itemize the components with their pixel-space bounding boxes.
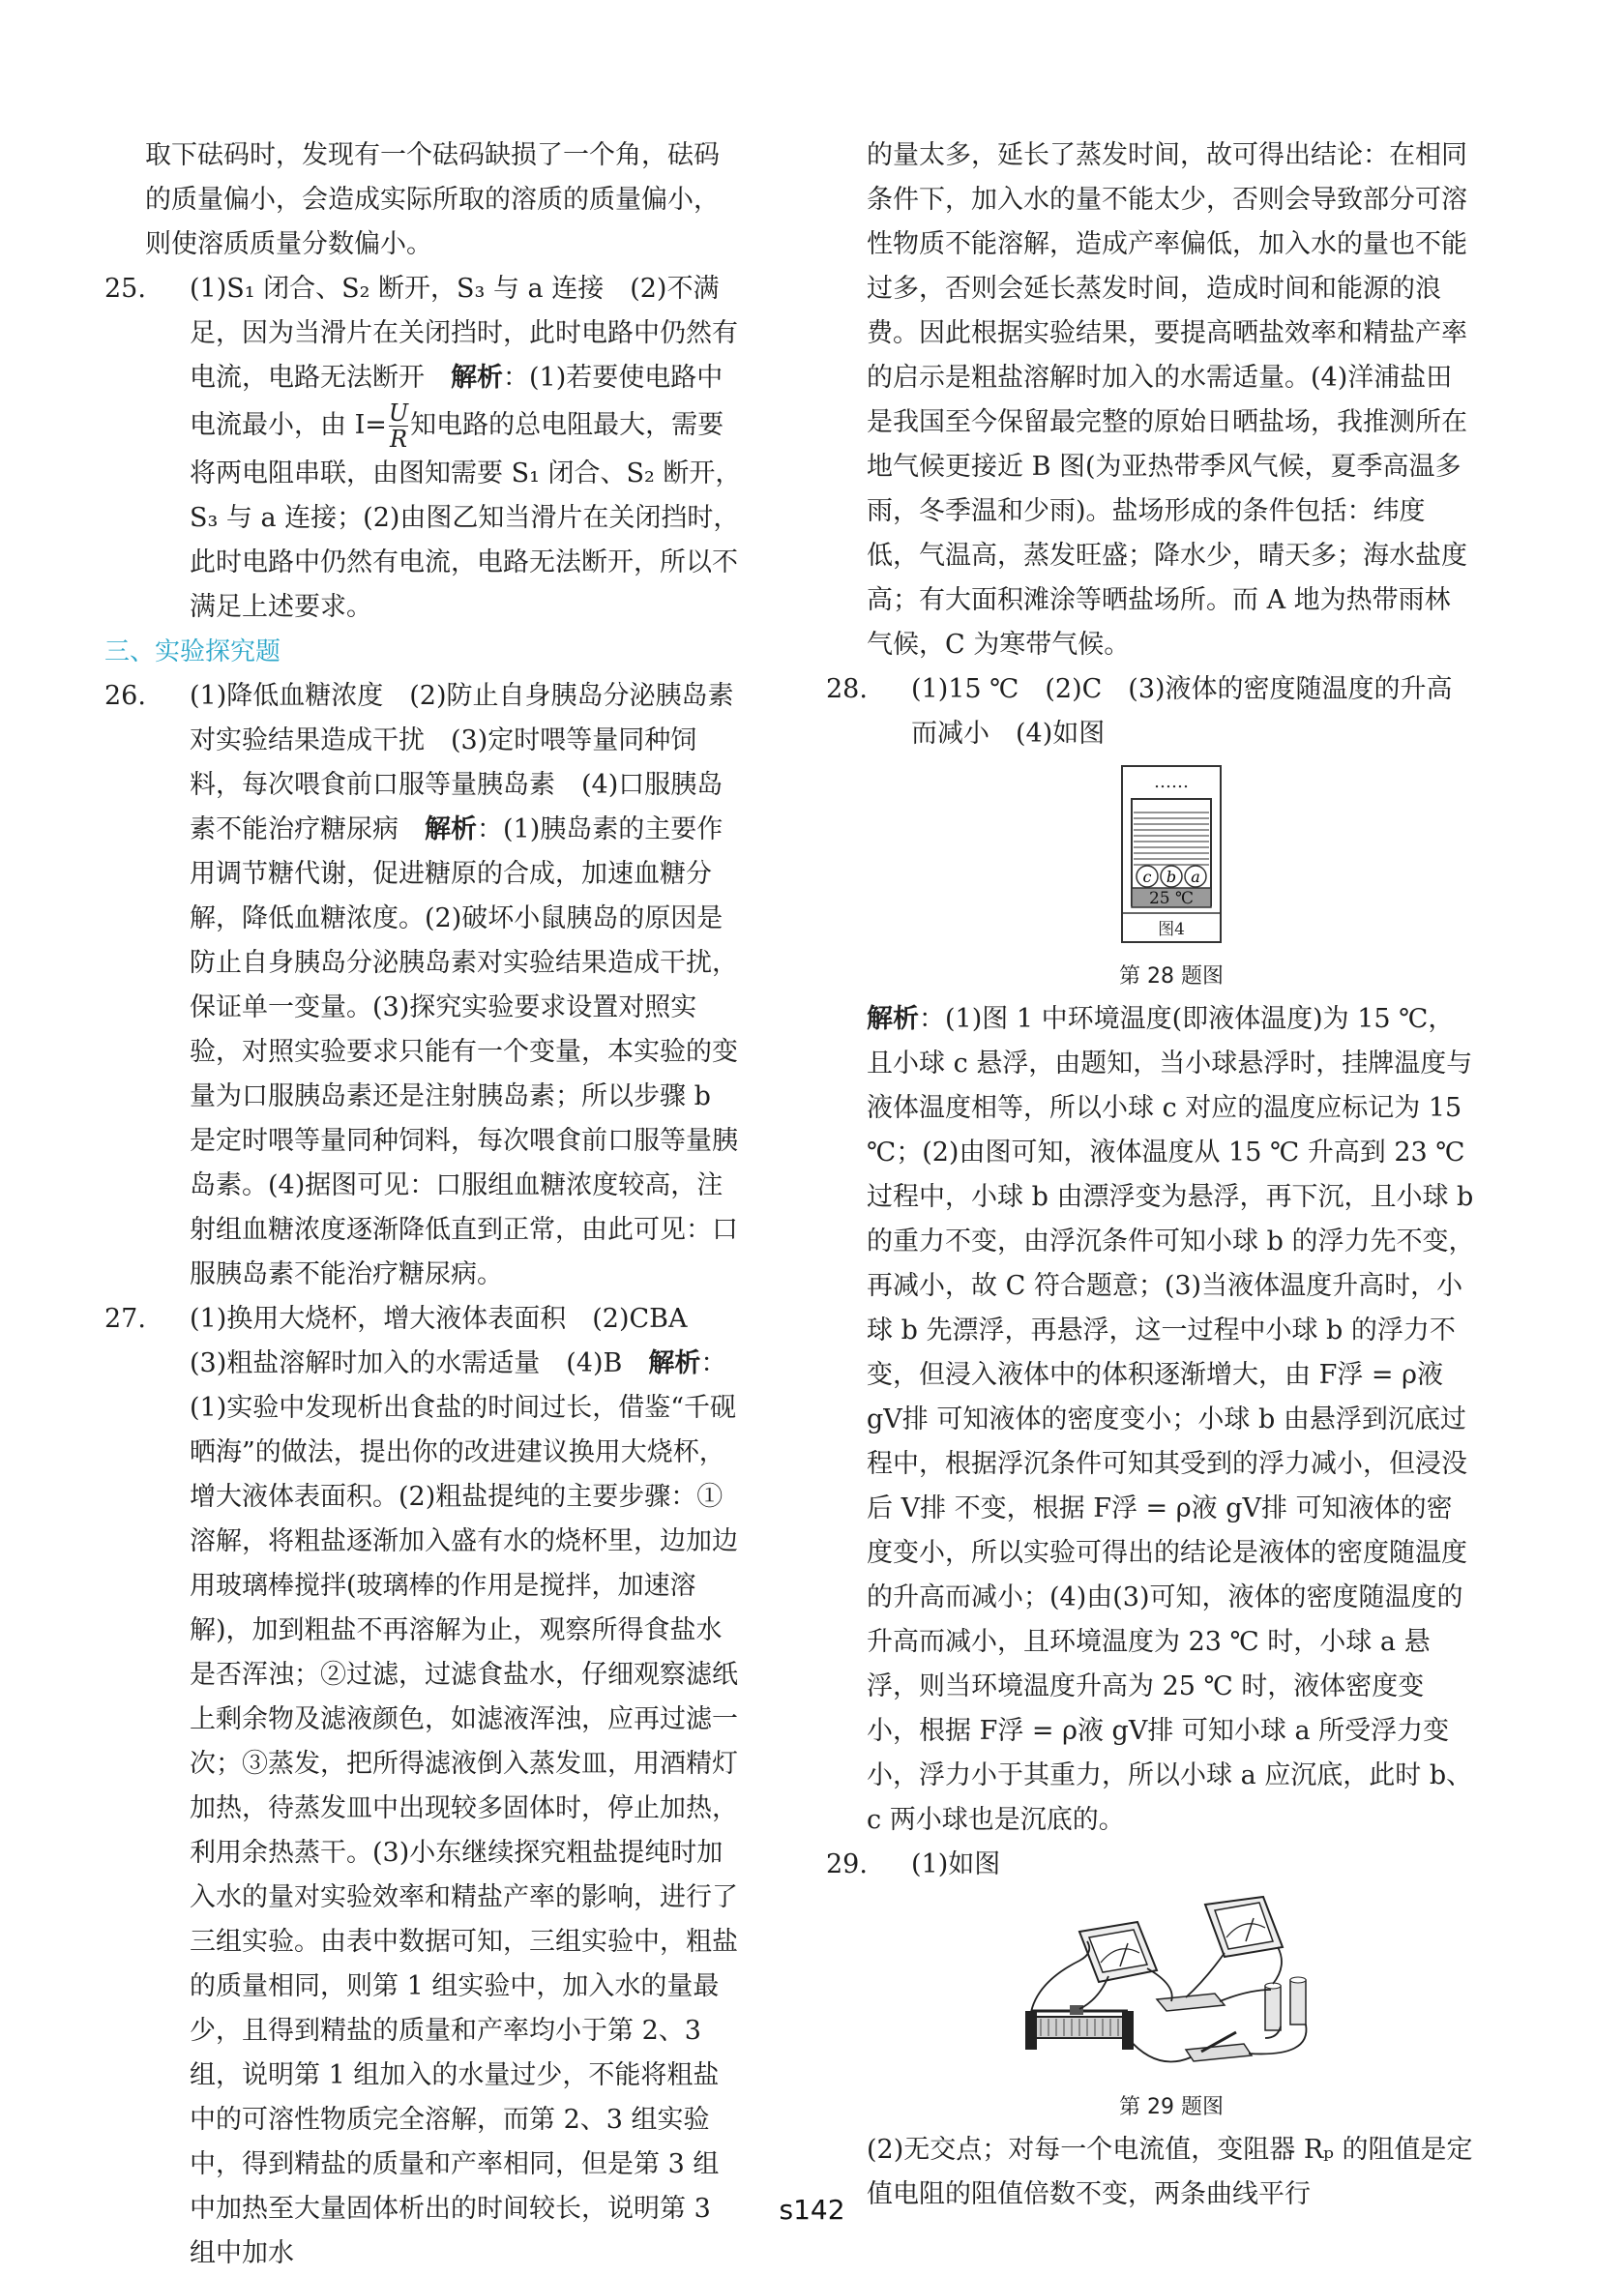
rheostat-icon	[1025, 2005, 1134, 2050]
q24-continuation: 取下砝码时，发现有一个砝码缺损了一个角，砝码的质量偏小，会造成实际所取的溶质的质量偏小，则使溶质质量分数偏小。	[145, 140, 720, 259]
question-number: 27.	[104, 1304, 146, 1334]
answer-text: (1)15 ℃ (2)C (3)液体的密度随温度的升高而减小 (4)如图	[911, 674, 1453, 749]
question-27	[104, 1297, 745, 2276]
analysis-text-cont: 知电路的总电阻最大，需要将两电阻串联，由图知需要 S₁ 闭合、S₂ 断开，S₃ 与 a 连接；(2)由图乙知当滑片在关闭挡时，此时电路中仍然有电流，电路无法断开，所以不满足上述要求。	[190, 410, 742, 622]
resistor-icon	[1157, 1994, 1225, 2011]
question-29	[826, 1843, 1476, 1887]
figure-29	[867, 1893, 1476, 2124]
ball-a-label: a	[1191, 868, 1200, 886]
analysis-label: 解析	[451, 363, 503, 393]
question-28	[826, 667, 1476, 756]
analysis-text: ：(1)实验中发现析出食盐的时间过长，借鉴“千砚晒海”的做法，提出你的改进建议换用大烧杯，增大液体表面积。(2)粗盐提纯的主要步骤：①溶解，将粗盐逐渐加入盛有水的烧杯里，边加边用玻璃棒搅拌(玻璃棒的作用是搅拌，加速溶解)，加到粗盐不再溶解为止，观察所得食盐水是否浑浊；②过滤，过滤食盐水，仔细观察滤纸上剩余物及滤液颜色，如滤液浑浊，应再过滤一次；③蒸发，把所得滤液倒入蒸发皿，用酒精灯加热，待蒸发皿中出现较多固体时，停止加热，利用余热蒸干。(3)小东继续探究粗盐提纯时加入水的量对实验效率和精盐产率的影响，进行了三组实验。由表中数据可知，三组实验中，粗盐的质量相同，则第 1 组实验中，加入水的量最少，且得到精盐的质量和产率均小于第 2、3 组，说明第 1 组加入的水量过少，不能将粗盐中的可溶性物质完全溶解，而第 2、3 组实验中，得到精盐的质量和产率相同，但是第 3 组中加热至大量固体析出的时间较长，说明第 3 组中加水	[190, 1348, 738, 2268]
analysis-label: 解析	[867, 1004, 919, 1034]
q27-continuation: 的量太多，延长了蒸发时间，故可得出结论：在相同条件下，加入水的量不能太少，否则会导致部分可溶性物质不能溶解，造成产率偏低，加入水的量也不能过多，否则会延长蒸发时间，造成时间和能源的浪费。因此根据实验结果，要提高晒盐效率和精盐产率的启示是粗盐溶解时加入的水需适量。(4)洋浦盐田是我国至今保留最完整的原始日晒盐场，我推测所在地气候更接近 B 图(为亚热带季风气候，夏季高温多雨，冬季温和少雨)。盐场形成的条件包括：纬度低，气温高，蒸发旺盛；降水少，晴天多；海水盐度高；有大面积滩涂等晒盐场所。而 A 地为热带雨林气候，C 为寒带气候。	[867, 140, 1467, 660]
figure-28	[867, 762, 1476, 993]
q28-analysis	[867, 997, 1476, 1843]
ball-b-label: b	[1166, 868, 1177, 886]
answer-text: (1)换用大烧杯，增大液体表面积 (2)CBA (3)粗盐溶解时加入的水需适量 (4)B	[190, 1304, 714, 1378]
answer-text: (1)S₁ 闭合、S₂ 断开，S₃ 与 a 连接 (2)不满足，因为当滑片在关闭挡时，此时电路中仍然有电流，电路无法断开	[190, 274, 738, 393]
section-heading: 三、实验探究题	[104, 637, 281, 666]
figure-label: 图4	[1158, 920, 1185, 939]
ammeter-icon	[1079, 1922, 1157, 1982]
question-number: 25.	[104, 274, 146, 304]
voltmeter-icon	[1205, 1897, 1283, 1957]
analysis-label: 解析	[648, 1348, 701, 1378]
thermometer-diagram	[1118, 762, 1225, 946]
analysis-label: 解析	[425, 814, 477, 844]
question-26	[104, 674, 745, 1297]
dots-label: ……	[1154, 772, 1189, 792]
left-column	[104, 133, 745, 2276]
switch-icon	[1186, 2032, 1252, 2061]
figure-29-caption: 第 29 题图	[1119, 2095, 1224, 2119]
answer-text: (1)如图	[911, 1849, 1001, 1879]
analysis-text: ：(1)若要使电路中电流最小，由 I=	[190, 363, 723, 440]
temperature-label: 25 ℃	[1148, 889, 1195, 908]
battery-icon	[1265, 1977, 1306, 2030]
answer-text: (1)降低血糖浓度 (2)防止自身胰岛分泌胰岛素对实验结果造成干扰 (3)定时喂等量同种饲料，每次喂食前口服等量胰岛素 (4)口服胰岛素不能治疗糖尿病	[190, 681, 734, 844]
analysis-text: ：(1)图 1 中环境温度(即液体温度)为 15 ℃，且小球 c 悬浮，由题知，当小球悬浮时，挂牌温度与液体温度相等，所以小球 c 对应的温度应标记为 15 ℃；(2)由图可知，液体温度从 15 ℃ 升高到 23 ℃ 过程中，小球 b 由漂浮变为悬浮，再下沉，且小球 b 的重力不变，由浮沉条件可知小球 b 的浮力先不变，再减小，故 C 符合题意；(3)当液体温度升高时，小球 b 先漂浮，再悬浮，这一过程中小球 b 的浮力不变，但浸入液体中的体积逐渐增大，由 F浮 = ρ液 gV排 可知液体的密度变小；小球 b 由悬浮到沉底过程中，根据浮沉条件可知其受到的浮力减小，但浸没后 V排 不变，根据 F浮 = ρ液 gV排 可知液体的密度变小，所以实验可得出的结论是液体的密度随温度的升高而减小；(4)由(3)可知，液体的密度随温度的升高而减小，且环境温度为 23 ℃ 时，小球 a 悬浮，则当环境温度升高为 25 ℃ 时，液体密度变小，根据 F浮 = ρ液 gV排 可知小球 a 所受浮力变小，浮力小于其重力，所以小球 a 应沉底，此时 b、c 两小球也是沉底的。	[867, 1004, 1475, 1835]
analysis-text: ：(1)胰岛素的主要作用调节糖代谢，促进糖原的合成，加速血糖分解，降低血糖浓度。(2)破坏小鼠胰岛的原因是防止自身胰岛分泌胰岛素对实验结果造成干扰，保证单一变量。(3)探究实验要求设置对照实验，对照实验要求只能有一个变量，本实验的变量为口服胰岛素还是注射胰岛素；所以步骤 b 是定时喂等量同种饲料，每次喂食前口服等量胰岛素。(4)据图可见：口服组血糖浓度较高，注射组血糖浓度逐渐降低直到正常，由此可见：口服胰岛素不能治疗糖尿病。	[190, 814, 738, 1289]
question-number: 26.	[104, 681, 146, 711]
page-number: s142	[779, 2194, 845, 2226]
fraction	[389, 400, 408, 452]
ball-c-label: c	[1142, 868, 1152, 886]
fraction-numerator: U	[388, 399, 409, 427]
figure-28-caption: 第 28 题图	[1119, 964, 1224, 989]
question-25	[104, 267, 745, 630]
q29-part2: (2)无交点；对每一个电流值，变阻器 Rₚ 的阻值是定值电阻的阻值倍数不变，两条曲线平行	[867, 2135, 1473, 2209]
circuit-diagram	[1012, 1893, 1331, 2077]
question-number: 29.	[826, 1849, 868, 1879]
question-number: 28.	[826, 674, 868, 704]
right-column	[826, 133, 1476, 2217]
fraction-denominator: R	[389, 426, 408, 453]
